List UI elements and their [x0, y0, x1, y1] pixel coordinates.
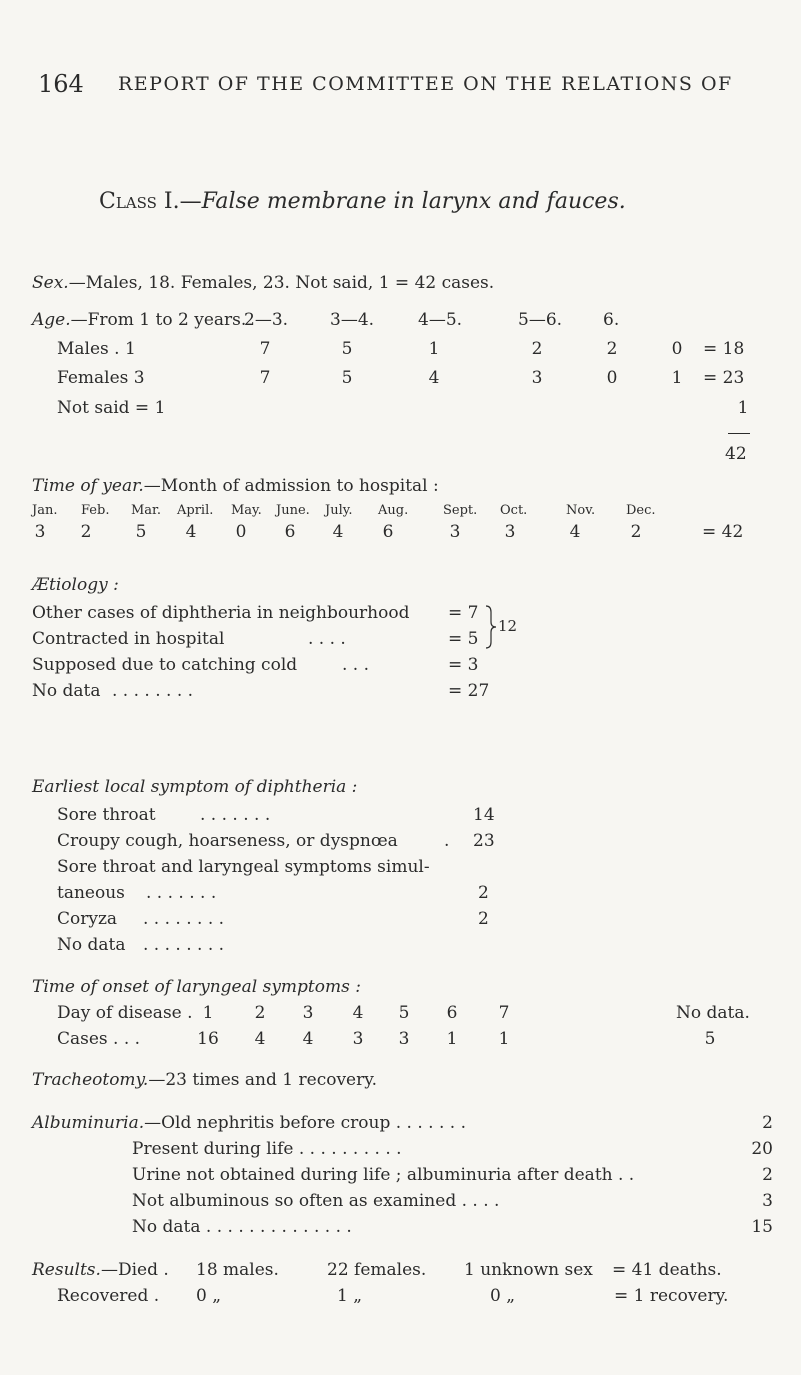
aetiology-row-value: = 27 — [448, 681, 490, 701]
symptom-row-value: 23 — [473, 831, 495, 851]
month-value: 2 — [630, 522, 642, 542]
aetiology-row-label: No data — [32, 681, 101, 701]
albuminuria-row-label: Not albuminous so often as examined . . . . — [132, 1191, 500, 1211]
month-label: Aug. — [378, 503, 409, 518]
results-died-label — [32, 1260, 169, 1280]
month-label: July. — [325, 503, 353, 518]
albuminuria-row-label: Present during life . . . . . . . . . . — [132, 1139, 402, 1159]
age-grand-total: 42 — [725, 444, 747, 464]
aetiology-row-label: Contracted in hospital — [32, 629, 225, 649]
aetiology-dots: . . . . . . . . — [112, 681, 194, 701]
sex-text: —Males, 18. Females, 23. Not said, 1 = 42 cases. — [68, 273, 495, 293]
month-value: 5 — [135, 522, 147, 542]
month-value: 2 — [80, 522, 92, 542]
aetiology-row-value: = 5 — [448, 629, 479, 649]
symptom-row-label: Sore throat and laryngeal symptoms simul- — [57, 857, 430, 877]
symptom-dots: . . . . . . . . — [143, 909, 225, 929]
month-total: = 42 — [702, 522, 744, 542]
age-cell: 2 — [531, 339, 543, 359]
symptom-row-value: 14 — [473, 805, 495, 825]
day-value: 5 — [398, 1003, 410, 1023]
section-subtitle: False membrane in larynx and fauces. — [201, 189, 626, 214]
age-col: 6. — [603, 310, 620, 330]
symptom-row-label: No data — [57, 935, 126, 955]
results-label: Results. — [32, 1260, 101, 1280]
symptom-dots: . . . . . . . . — [143, 935, 225, 955]
albuminuria-row — [32, 1113, 466, 1133]
no-data-heading: No data. — [676, 1003, 750, 1023]
month-label: Feb. — [81, 503, 110, 518]
symptom-row-value: 2 — [478, 883, 489, 903]
age-row-total: 1 — [737, 398, 749, 418]
age-col: 4—5. — [418, 310, 463, 330]
aetiology-dots: . . . — [342, 655, 370, 675]
recovered-females: 1 „ — [337, 1286, 363, 1306]
day-value: 1 — [202, 1003, 214, 1023]
day-value: 6 — [446, 1003, 458, 1023]
sex-label: Sex. — [32, 273, 69, 293]
age-cell: 7 — [259, 339, 271, 359]
age-row-label: Not said = 1 — [57, 398, 166, 418]
month-value: 4 — [332, 522, 344, 542]
albuminuria-row-label: —Old nephritis before croup . . . . . . . — [144, 1113, 466, 1133]
aetiology-dots: . . . . — [308, 629, 346, 649]
aetiology-row-label: Supposed due to catching cold — [32, 655, 298, 675]
symptom-dots: . . . . . . . — [200, 805, 271, 825]
day-row-label: Day of disease . — [57, 1003, 193, 1023]
symptom-row-label: taneous — [57, 883, 125, 903]
tracheotomy-text: —23 times and 1 recovery. — [148, 1070, 377, 1090]
time-of-year-text: —Month of admission to hospital : — [143, 476, 439, 496]
age-first-range: —From 1 to 2 years. — [70, 310, 247, 330]
albuminuria-row-value: 2 — [762, 1113, 773, 1133]
aetiology-bracket-total: 12 — [498, 617, 518, 635]
aetiology-label: Ætiology : — [32, 575, 119, 595]
month-label: May. — [231, 503, 262, 518]
died-total: = 41 deaths. — [612, 1260, 722, 1280]
age-row-label: Females 3 — [57, 368, 145, 388]
tracheotomy-label: Tracheotomy. — [32, 1070, 149, 1090]
aetiology-row-label: Other cases of diphtheria in neighbourhood — [32, 603, 410, 623]
albuminuria-row-value: 15 — [751, 1217, 773, 1237]
age-header — [32, 310, 246, 330]
tracheotomy-line — [32, 1070, 377, 1090]
age-row-total: = 18 — [703, 339, 745, 359]
day-value: 2 — [254, 1003, 266, 1023]
age-cell-extra: 0 — [671, 339, 683, 359]
aetiology-row-value: = 7 — [448, 603, 479, 623]
age-cell: 5 — [341, 368, 353, 388]
time-of-year-label: Time of year. — [32, 476, 144, 496]
age-cell: 2 — [606, 339, 618, 359]
age-cell-extra: 1 — [671, 368, 683, 388]
month-value: 6 — [382, 522, 394, 542]
age-cell: 5 — [341, 339, 353, 359]
cases-value: 16 — [197, 1029, 219, 1049]
age-col: 3—4. — [330, 310, 375, 330]
month-value: 4 — [569, 522, 581, 542]
age-cell: 3 — [531, 368, 543, 388]
cases-value: 3 — [398, 1029, 410, 1049]
cases-value: 4 — [254, 1029, 266, 1049]
sex-line — [32, 273, 494, 293]
age-col: 5—6. — [518, 310, 563, 330]
month-label: Dec. — [626, 503, 656, 518]
month-label: Oct. — [500, 503, 528, 518]
died-females: 22 females. — [327, 1260, 427, 1280]
time-of-year-heading — [32, 476, 439, 496]
cases-value: 4 — [302, 1029, 314, 1049]
age-cell: 1 — [428, 339, 440, 359]
cases-row-label: Cases . . . — [57, 1029, 141, 1049]
page-number: 164 — [38, 70, 84, 98]
aetiology-row-value: = 3 — [448, 655, 479, 675]
month-value: 3 — [34, 522, 46, 542]
albuminuria-label: Albuminuria. — [32, 1113, 145, 1133]
cases-value: 1 — [446, 1029, 458, 1049]
month-value: 3 — [504, 522, 516, 542]
month-value: 6 — [284, 522, 296, 542]
symptom-row-label: Sore throat — [57, 805, 156, 825]
month-label: June. — [276, 503, 310, 518]
day-value: 4 — [352, 1003, 364, 1023]
month-label: Mar. — [131, 503, 161, 518]
symptom-dots: . — [444, 831, 450, 851]
albuminuria-row-label: Urine not obtained during life ; albuminuria after death . . — [132, 1165, 635, 1185]
cases-value: 1 — [498, 1029, 510, 1049]
recovered-unknown: 0 „ — [490, 1286, 516, 1306]
month-value: 0 — [235, 522, 247, 542]
albuminuria-row-value: 2 — [762, 1165, 773, 1185]
day-value: 7 — [498, 1003, 510, 1023]
cases-no-data-value: 5 — [704, 1029, 716, 1049]
age-cell: 7 — [259, 368, 271, 388]
age-row-label: Males . 1 — [57, 339, 136, 359]
month-label: Sept. — [443, 503, 478, 518]
recovered-label: Recovered . — [57, 1286, 160, 1306]
died-unknown: 1 unknown sex — [464, 1260, 593, 1280]
age-row-total: = 23 — [703, 368, 745, 388]
day-value: 3 — [302, 1003, 314, 1023]
symptom-row-label: Croupy cough, hoarseness, or dyspnœa — [57, 831, 398, 851]
class-label: Class I. — [99, 189, 180, 214]
died-label: —Died . — [100, 1260, 169, 1280]
right-brace-icon — [484, 604, 498, 650]
month-label: Nov. — [566, 503, 596, 518]
symptom-row-value: 2 — [478, 909, 489, 929]
sum-rule — [728, 433, 750, 434]
month-value: 4 — [185, 522, 197, 542]
month-label: Jan. — [32, 503, 58, 518]
running-title: REPORT OF THE COMMITTEE ON THE RELATIONS OF — [118, 73, 733, 95]
earliest-symptom-label: Earliest local symptom of diphtheria : — [32, 777, 358, 797]
albuminuria-row-label: No data . . . . . . . . . . . . . . — [132, 1217, 352, 1237]
month-label: April. — [177, 503, 214, 518]
symptom-row-label: Coryza — [57, 909, 118, 929]
laryngeal-onset-label: Time of onset of laryngeal symptoms : — [32, 977, 361, 997]
month-value: 3 — [449, 522, 461, 542]
age-label: Age. — [32, 310, 71, 330]
age-col: 2—3. — [244, 310, 289, 330]
recovered-total: = 1 recovery. — [614, 1286, 729, 1306]
section-title — [99, 189, 626, 214]
symptom-dots: . . . . . . . — [146, 883, 217, 903]
age-cell: 4 — [428, 368, 440, 388]
albuminuria-row-value: 20 — [751, 1139, 773, 1159]
title-dash: — — [179, 189, 202, 214]
cases-value: 3 — [352, 1029, 364, 1049]
recovered-males: 0 „ — [196, 1286, 222, 1306]
age-cell: 0 — [606, 368, 618, 388]
died-males: 18 males. — [196, 1260, 279, 1280]
albuminuria-row-value: 3 — [762, 1191, 773, 1211]
